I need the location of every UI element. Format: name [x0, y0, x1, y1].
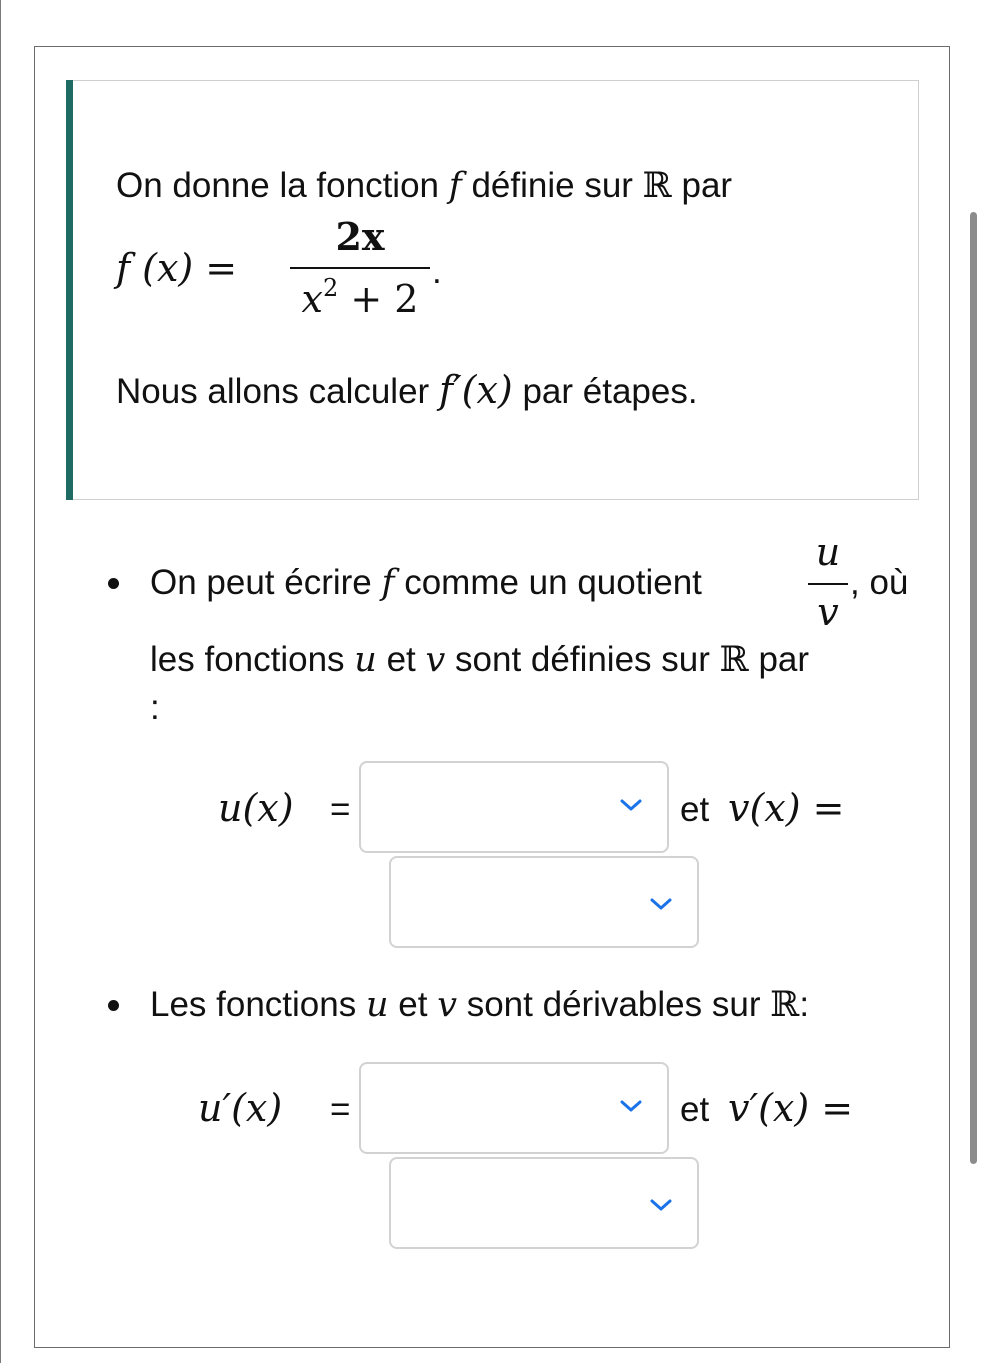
window-edge	[0, 0, 1, 1363]
chevron-down-icon	[649, 896, 673, 912]
quotient-text: et	[386, 640, 416, 679]
quotient-text: comme un quotient	[404, 563, 702, 602]
u-symbol: u	[365, 985, 389, 1025]
intro-text: définie sur	[471, 166, 633, 205]
derivatives-line	[150, 985, 809, 1025]
reals-symbol: ℝ	[770, 985, 800, 1025]
derivatives-text: et	[398, 985, 428, 1024]
reals-symbol: ℝ	[642, 166, 672, 206]
function-symbol: f	[381, 563, 395, 603]
quotient-line-1-end: , où	[850, 563, 909, 602]
derivatives-text: sont dérivables sur	[466, 985, 761, 1024]
v-select[interactable]	[389, 856, 699, 948]
v-symbol: v	[437, 985, 457, 1025]
fx-period: .	[432, 252, 442, 291]
fx-label: f (x) =	[116, 246, 238, 290]
quotient-line-2	[150, 640, 809, 680]
bullet-1	[108, 578, 119, 589]
fraction-numerator: u	[815, 530, 841, 574]
v-label: v(x) =	[728, 786, 845, 830]
et-label: et	[680, 790, 710, 829]
uprime-label: u′(x)	[198, 1086, 283, 1130]
intro-line-3	[116, 370, 698, 412]
vprime-select[interactable]	[389, 1157, 699, 1249]
quotient-line-1	[150, 563, 702, 603]
chevron-down-icon	[619, 1098, 643, 1114]
quotient-text: par	[758, 640, 810, 679]
u-label: u(x)	[218, 786, 294, 830]
u-symbol: u	[354, 640, 377, 680]
fprime-symbol: f′(x)	[438, 368, 513, 412]
intro-text: On donne la fonction	[116, 166, 440, 205]
fraction-numerator: 2x	[335, 214, 385, 259]
uv-fraction	[808, 530, 848, 640]
chevron-down-icon	[619, 797, 643, 813]
fraction-bar	[808, 583, 848, 585]
reals-symbol: ℝ	[719, 640, 749, 680]
fraction-bar	[290, 267, 430, 269]
u-equals: =	[330, 790, 351, 829]
quotient-text: les fonctions	[150, 640, 345, 679]
function-symbol: f	[448, 166, 462, 206]
quotient-text: sont définies sur	[455, 640, 710, 679]
intro-text: Nous allons calculer	[116, 372, 430, 411]
et-label: et	[680, 1090, 710, 1129]
vprime-label: v′(x) =	[728, 1086, 854, 1130]
intro-text: par	[681, 166, 733, 205]
intro-accent-bar	[66, 80, 73, 500]
derivatives-colon: :	[799, 985, 810, 1024]
v-symbol: v	[425, 640, 446, 680]
derivatives-text: Les fonctions	[150, 985, 357, 1024]
fraction-denominator: v	[817, 590, 839, 634]
bullet-2	[108, 1000, 119, 1011]
uprime-equals: =	[330, 1090, 351, 1129]
uprime-select[interactable]	[359, 1062, 669, 1154]
intro-line-1	[116, 166, 732, 206]
quotient-text: On peut écrire	[150, 563, 372, 602]
intro-box	[66, 80, 919, 500]
vertical-scrollbar[interactable]	[970, 212, 977, 1164]
fx-fraction	[290, 212, 430, 332]
u-select[interactable]	[359, 761, 669, 853]
fraction-denominator: $x^2 + 2$	[301, 274, 419, 321]
chevron-down-icon	[649, 1197, 673, 1213]
quotient-colon: :	[150, 688, 160, 727]
intro-text: par étapes.	[522, 372, 698, 411]
